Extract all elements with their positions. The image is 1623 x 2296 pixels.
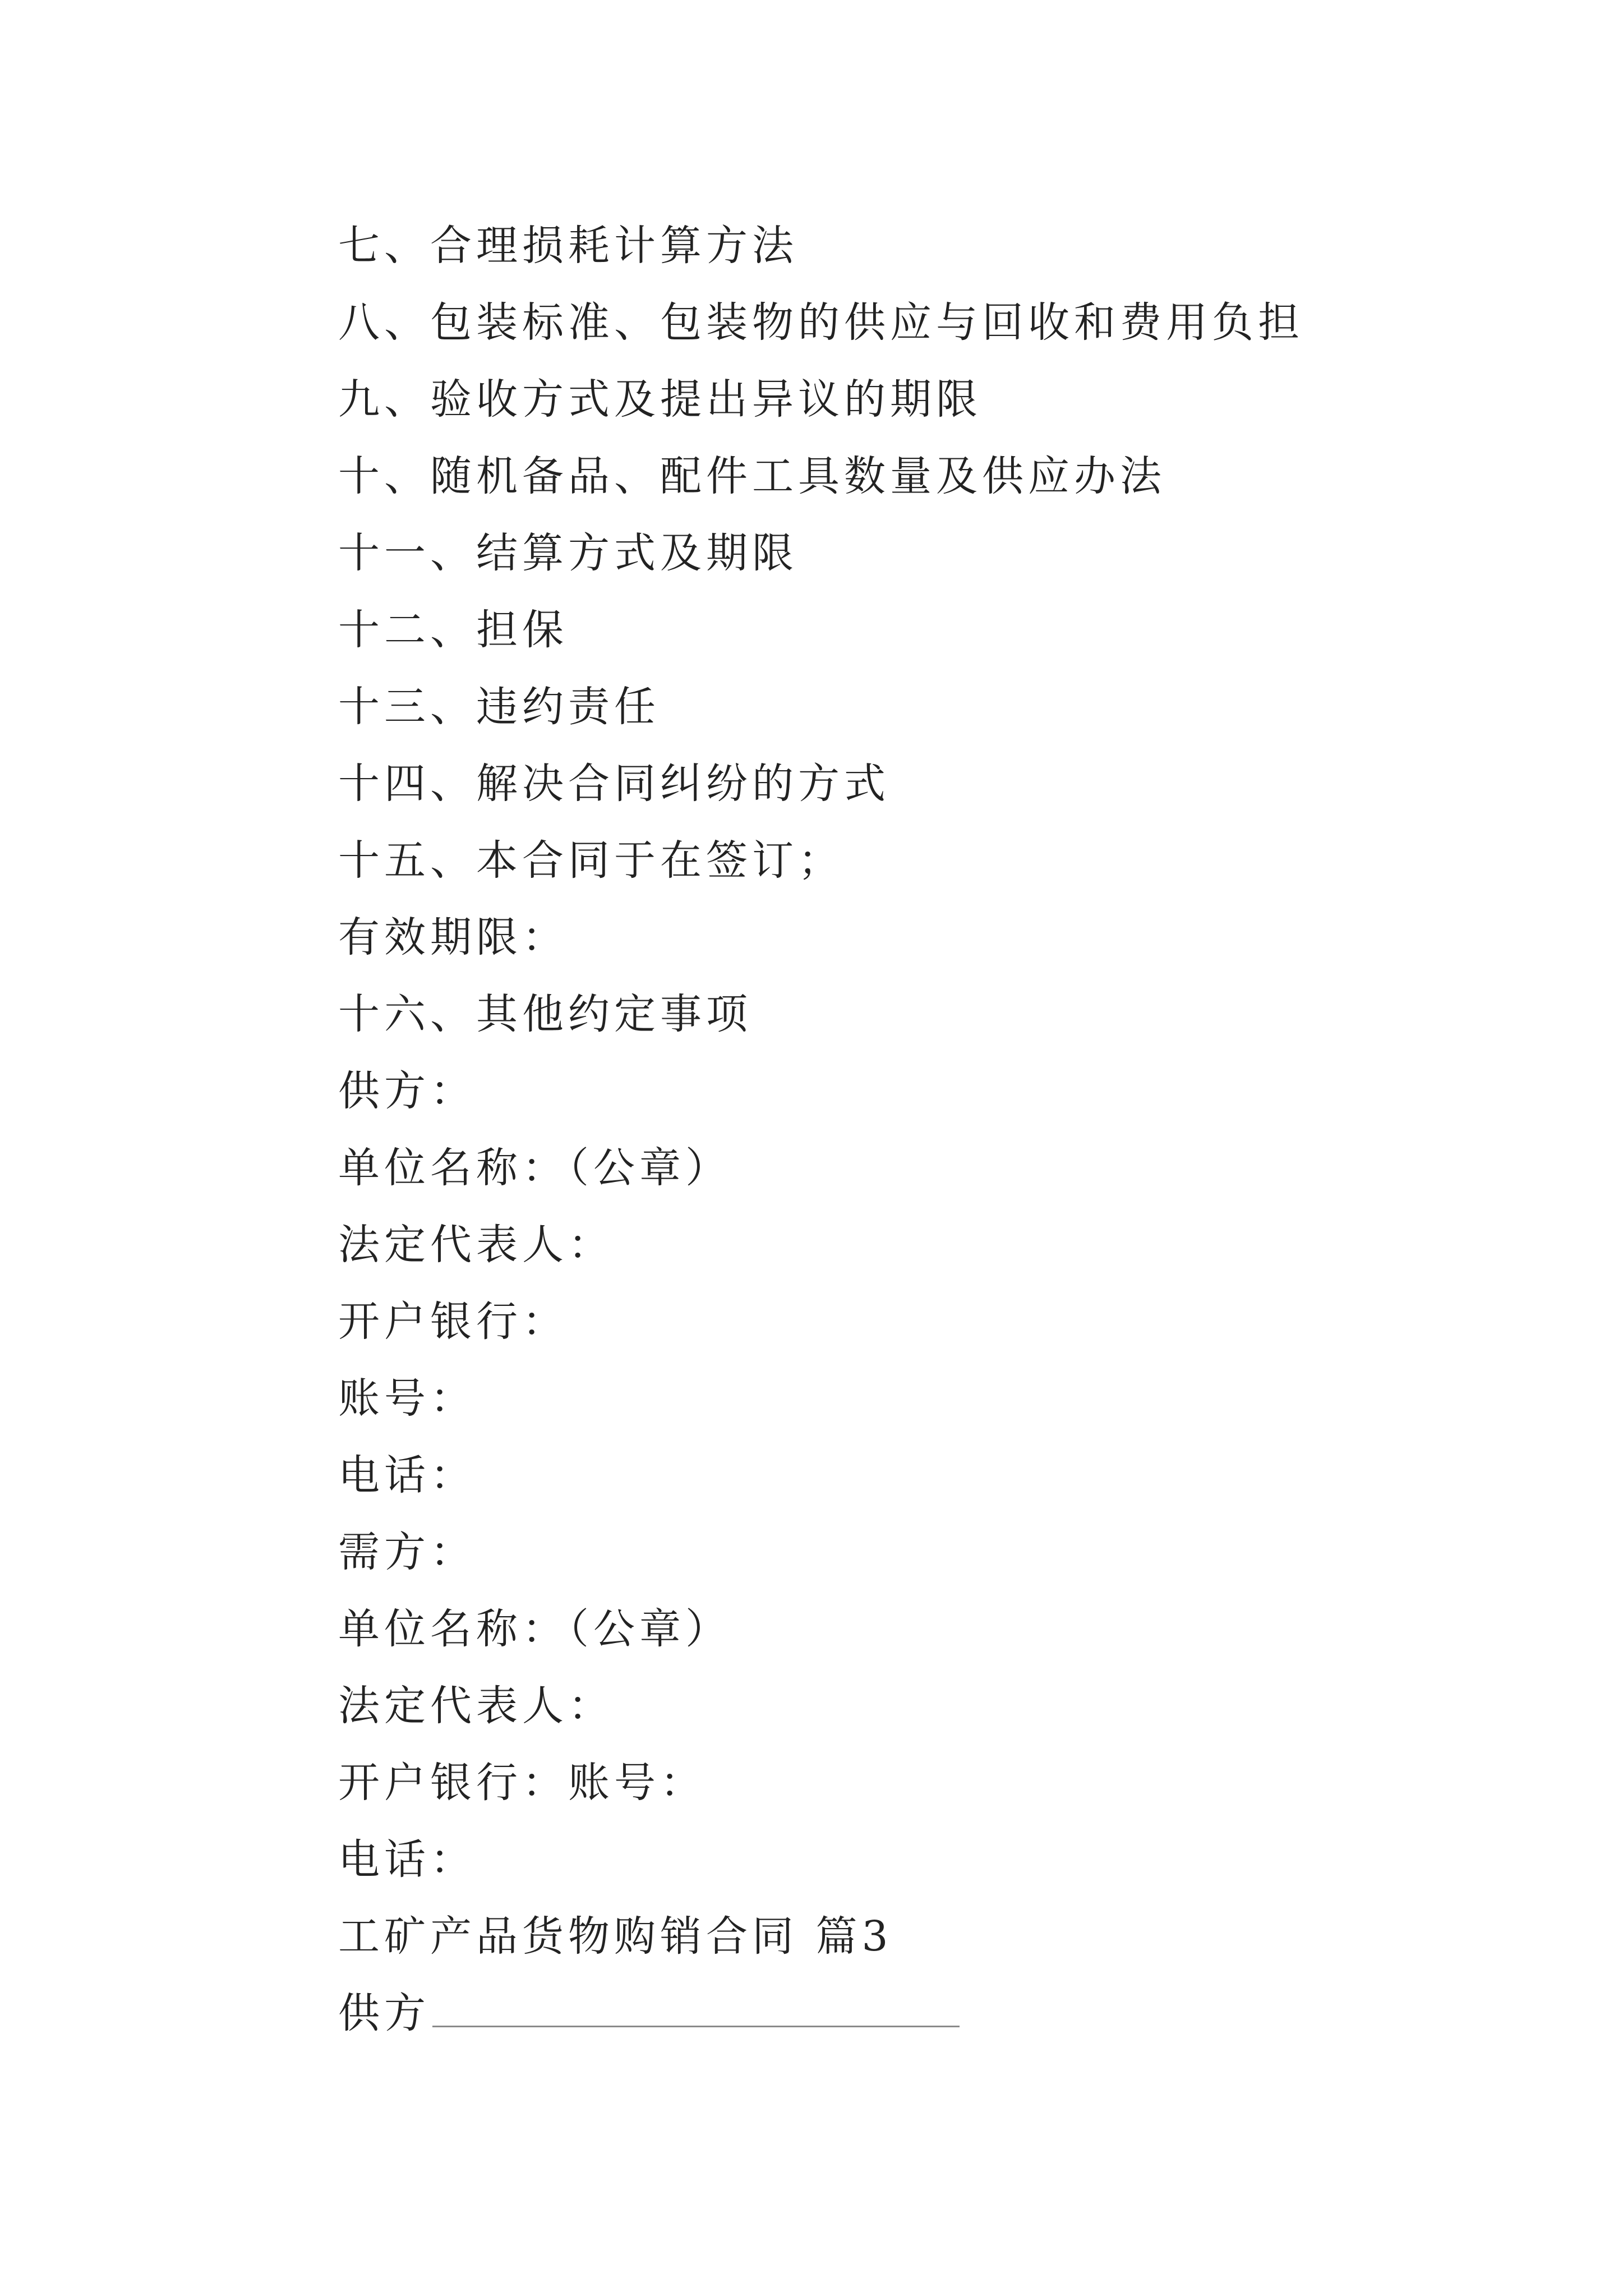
clause-12: 十二、担保: [338, 606, 568, 654]
clause-13: 十三、违约责任: [338, 683, 660, 731]
clause-14: 十四、解决合同纠纷的方式: [338, 760, 890, 808]
clause-7: 七、合理损耗计算方法: [338, 222, 798, 270]
clause-16: 十六、其他约定事项: [338, 990, 752, 1038]
supplier-unit-name: 单位名称：（公章）: [338, 1144, 731, 1192]
supplier-fill-line: [338, 1975, 1516, 2052]
clause-10: 十、随机备品、配件工具数量及供应办法: [338, 452, 1166, 500]
contract-3-title: 工矿产品货物购销合同 篇3: [338, 1912, 893, 1961]
supplier-legal-rep: 法定代表人：: [338, 1221, 614, 1269]
clause-8: 八、包装标准、包装物的供应与回收和费用负担: [338, 298, 1304, 347]
buyer-legal-rep: 法定代表人：: [338, 1682, 614, 1730]
supplier-heading: 供方：: [338, 1067, 476, 1115]
supplier-account: 账号：: [338, 1374, 476, 1423]
buyer-unit-name: 单位名称：（公章）: [338, 1605, 731, 1653]
fill-in-blank: [432, 1992, 960, 2027]
clause-15: 十五、本合同于在签订；: [338, 836, 844, 885]
clause-11: 十一、结算方式及期限: [338, 529, 798, 577]
clause-9: 九、验收方式及提出异议的期限: [338, 375, 982, 424]
supplier-label: 供方: [338, 1989, 430, 2037]
buyer-heading: 需方：: [338, 1528, 476, 1576]
supplier-bank: 开户银行：: [338, 1297, 568, 1346]
supplier-phone: 电话：: [338, 1451, 476, 1499]
buyer-bank-account: 开户银行：账号：: [338, 1759, 706, 1807]
buyer-phone: 电话：: [338, 1835, 476, 1884]
document-body: [338, 208, 1516, 2052]
validity-period: 有效期限：: [338, 913, 568, 961]
